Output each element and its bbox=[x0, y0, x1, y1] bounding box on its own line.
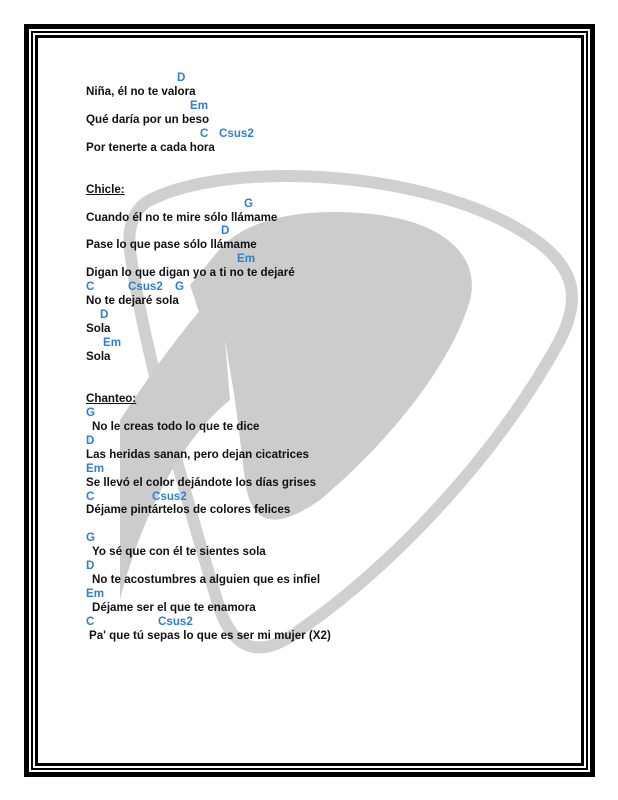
chord-label: C bbox=[86, 615, 95, 629]
chord-label: Em bbox=[103, 336, 122, 350]
lyric-line: Se llevó el color dejándote los días grises bbox=[86, 475, 317, 489]
lyric-line: Las heridas sanan, pero dejan cicatrices bbox=[86, 447, 309, 461]
lyric-line: Déjame ser el que te enamora bbox=[92, 601, 256, 615]
lyric-line: Sola bbox=[86, 350, 111, 363]
lyric-line: Por tenerte a cada hora bbox=[86, 140, 215, 154]
chord-label: C bbox=[86, 280, 95, 294]
section-heading: Chanteo: bbox=[86, 391, 137, 405]
lyric-line: Déjame pintártelos de colores felices bbox=[86, 503, 291, 517]
chord-label: D bbox=[221, 224, 230, 238]
lyric-line: Digan lo que digan yo a ti no te dejaré bbox=[86, 266, 295, 280]
lyric-line: Pase lo que pase sólo llámame bbox=[86, 238, 257, 252]
lyric-line: No le creas todo lo que te dice bbox=[92, 419, 260, 433]
chord-label: Em bbox=[86, 461, 105, 475]
lyric-line: Niña, él no te valora bbox=[86, 84, 196, 98]
chord-label: Csus2 bbox=[128, 280, 163, 294]
section-heading: Chicle: bbox=[86, 182, 125, 196]
chord-label: D bbox=[100, 308, 109, 322]
chord-label: G bbox=[86, 531, 96, 545]
lyric-line: Qué daría por un beso bbox=[86, 112, 210, 126]
lyric-line: Pa' que tú sepas lo que es ser mi mujer (X2) bbox=[89, 629, 331, 642]
lyric-line: No te acostumbres a alguien que es infiel bbox=[92, 573, 321, 587]
chord-label: D bbox=[86, 433, 95, 447]
chord-label: Csus2 bbox=[152, 489, 187, 503]
chord-label: G bbox=[175, 280, 185, 294]
chord-label: Csus2 bbox=[219, 126, 254, 140]
chord-label: C bbox=[86, 489, 95, 503]
chord-label: G bbox=[244, 196, 254, 210]
chord-label: D bbox=[86, 559, 95, 573]
chord-label: G bbox=[86, 405, 96, 419]
chord-label: Csus2 bbox=[158, 615, 193, 629]
chord-label: Em bbox=[190, 98, 209, 112]
lyric-line: Yo sé que con él te sientes sola bbox=[92, 545, 266, 559]
lyric-line: Sola bbox=[86, 322, 111, 336]
lyric-line: Cuando él no te mire sólo llámame bbox=[86, 210, 278, 224]
chord-label: Em bbox=[86, 587, 105, 601]
chord-label: Em bbox=[237, 252, 256, 266]
chord-label: D bbox=[177, 71, 186, 84]
chord-label: C bbox=[200, 126, 209, 140]
lyric-line: No te dejaré sola bbox=[86, 294, 179, 308]
